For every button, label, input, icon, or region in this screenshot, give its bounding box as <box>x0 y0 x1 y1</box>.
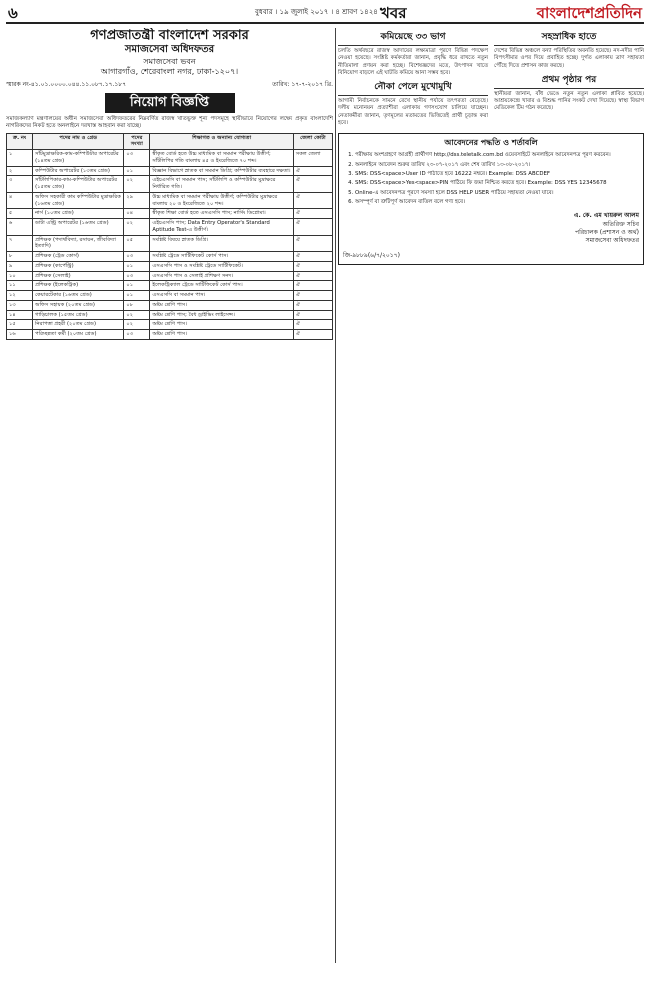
address: আগারগাঁও, শেরেবাংলা নগর, ঢাকা-১২০৭। <box>100 66 239 76</box>
cell-no: ১৫ <box>7 320 33 330</box>
right-content <box>338 28 644 980</box>
news-subbody-1: আগামী নির্বাচনকে সামনে রেখে স্থানীয় পর্যায়ে তৎপরতা বেড়েছে। দলীয় মনোনয়ন প্রত্যাশীরা এলাকায় গণসংযোগ চালিয়ে যাচ্ছেন। নেতাকর্মীরা জানান, তৃণমূলের মতামতের ভিত্তিতেই প্রার্থী চূড়ান্ত করা হবে। <box>338 98 488 127</box>
cell-qual: ইলেকট্রিক্যাল ট্রেডে সার্টিফিকেট কোর্স পাস। <box>150 281 293 291</box>
cell-qual: স্বীকৃত বোর্ড হতে উচ্চ মাধ্যমিক বা সমমান পরীক্ষায় উত্তীর্ণ; সাঁটলিপির গতি বাংলায় ৪৫ ও ইংরেজিতে ৭০ শব্দ। <box>150 150 293 167</box>
cell-count: ০৮ <box>124 300 150 310</box>
cell-qual: অষ্টম শ্রেণি পাস। <box>150 330 293 340</box>
cell-qual: এসএসসি পাস ও সংশ্লিষ্ট ট্রেডে সার্টিফিকেট। <box>150 261 293 271</box>
cell-quota: ঐ <box>293 209 332 219</box>
cell-post: কম্পিউটার অপারেটর (১৩তম গ্রেড) <box>33 166 124 176</box>
cell-qual: বিজ্ঞান বিভাগে স্নাতক বা সমমান ডিগ্রি; কম্পিউটার ব্যবহারে দক্ষতা। <box>150 166 293 176</box>
cell-count: ০৩ <box>124 330 150 340</box>
ministry-block <box>6 28 333 77</box>
col-quota: জেলা কোটা <box>293 133 332 150</box>
table-row <box>7 300 333 310</box>
recruitment-ad <box>6 28 333 980</box>
government-title: গণপ্রজাতন্ত্রী বাংলাদেশ সরকার <box>90 28 249 43</box>
cell-count: ০৫ <box>124 235 150 252</box>
cell-post: নিরাপত্তা প্রহরী (২০তম গ্রেড) <box>33 320 124 330</box>
page-header <box>0 0 650 22</box>
page-number: ৬ <box>8 4 18 22</box>
memo-row <box>6 79 333 90</box>
cell-post: প্রশিক্ষক (ইলেকট্রিক) <box>33 281 124 291</box>
cell-no: ১০ <box>7 271 33 281</box>
terms-item: 2. অনলাইনে আবেদন শুরুর তারিখ ২৩-০৭-২০১৭ এবং শেষ তারিখ ১৩-০৮-২০১৭। <box>355 162 639 169</box>
cell-no: ২ <box>7 166 33 176</box>
cell-qual: অষ্টম শ্রেণি পাস। <box>150 320 293 330</box>
news-body-1: চলতি অর্থবছরে রাজস্ব আদায়ের লক্ষ্যমাত্রা পূরণে বিভিন্ন পদক্ষেপ নেওয়া হয়েছে। সংশ্লিষ্ট কর্মকর্তারা জানান, প্রবৃদ্ধি ধরে রাখতে নতুন নীতিমালা প্রণয়ন করা হচ্ছে। বিশেষজ্ঞদের মতে, উৎপাদন খাতে বিনিয়োগ বাড়লে এই ঘাটতি কমিয়ে আনা সম্ভব হবে। <box>338 48 488 76</box>
cell-count: ০২ <box>124 219 150 236</box>
col-post: পদের নাম ও গ্রেড <box>33 133 124 150</box>
cell-quota: ঐ <box>293 281 332 291</box>
table-row <box>7 219 333 236</box>
cell-count: ০১ <box>124 281 150 291</box>
cell-no: ৯ <box>7 261 33 271</box>
cell-qual: এইচএসসি পাস; Data Entry Operator's Standard Aptitude Test-এ উত্তীর্ণ। <box>150 219 293 236</box>
terms-item: 4. SMS: DSS<space>Yes<space>PIN পাঠিয়ে ফি জমা নিশ্চিত করতে হবে। Example: DSS YES 12345678 <box>355 180 639 187</box>
cell-quota: ঐ <box>293 320 332 330</box>
cell-count: ০৩ <box>124 150 150 167</box>
cell-no: ১ <box>7 150 33 167</box>
memo-number: স্মারক নং-৪১.০১.০০০০.০৪৪.১১.০৮৭.১৭.১৮৭ <box>6 80 127 88</box>
cell-post: সাঁটমুদ্রাক্ষরিক-কাম-কম্পিউটার অপারেটর (১৪তম গ্রেড) <box>33 150 124 167</box>
col-count: পদের সংখ্যা <box>124 133 150 150</box>
cell-post: নার্স (১০তম গ্রেড) <box>33 209 124 219</box>
cell-qual: সংশ্লিষ্ট বিষয়ে স্নাতক ডিগ্রি। <box>150 235 293 252</box>
news-subbody-2: স্থানীয়রা জানান, বাঁধ ভেঙে নতুন নতুন এলাকা প্লাবিত হয়েছে। আশ্রয়কেন্দ্রে খাবার ও বিশুদ্ধ পানির সংকট দেখা দিয়েছে। স্বাস্থ্য বিভাগ মেডিকেল টিম গঠন করেছে। <box>494 90 644 112</box>
cell-qual: এসএসসি পাস ও সেলাই প্রশিক্ষণ সনদ। <box>150 271 293 281</box>
ad-intro: সমাজকল্যাণ মন্ত্রণালয়ের অধীন সমাজসেবা অধিদফতরের নিম্নবর্ণিত রাজস্ব খাতভুক্ত শূন্য পদসমূহে স্থায়ীভাবে নিয়োগের লক্ষ্যে প্রকৃত বাংলাদেশি নাগরিকদের নিকট হতে অনলাইনে দরখাস্ত আহবান করা যাচ্ছে। <box>6 115 333 130</box>
cell-quota: ঐ <box>293 300 332 310</box>
cell-qual: সংশ্লিষ্ট ট্রেডে সার্টিফিকেট কোর্স পাস। <box>150 252 293 262</box>
cell-no: ৩ <box>7 176 33 193</box>
ad-banner: নিয়োগ বিজ্ঞপ্তি <box>105 93 235 113</box>
cell-post: প্রশিক্ষক (পদার্থবিদ্যা, রসায়ন, জীববিদ্যা ইত্যাদি) <box>33 235 124 252</box>
ad-code: জি-৯৮৮৯(৬/৭/২০১৭) <box>343 251 400 259</box>
cell-qual: এইচএসসি বা সমমান পাস; সাঁটলিপি ও কম্পিউটার মুদ্রাক্ষরে নির্ধারিত গতি। <box>150 176 293 193</box>
table-row <box>7 271 333 281</box>
cell-no: ৪ <box>7 192 33 209</box>
terms-list <box>343 152 639 206</box>
building-name: সমাজসেবা ভবন <box>143 56 196 66</box>
news-columns <box>338 28 644 129</box>
column-divider <box>335 28 336 963</box>
cell-post: সাঁটলিপিকার-কাম-কম্পিউটার অপারেটর (১৫তম গ্রেড) <box>33 176 124 193</box>
signature-block <box>343 212 639 246</box>
application-terms <box>338 133 644 264</box>
signatory-name: এ. কে. এম খায়রুল আলম <box>573 212 639 220</box>
terms-item: 5. Online-এ আবেদনপত্র পূরণে সমস্যা হলে DSS HELP USER পাঠিয়ে সহায়তা নেওয়া যাবে। <box>355 190 639 197</box>
cell-post: প্রশিক্ষক (কার্পেন্ট্রি) <box>33 261 124 271</box>
cell-count: ০৪ <box>124 209 150 219</box>
cell-count: ০৩ <box>124 271 150 281</box>
cell-post: প্রশিক্ষক (সেলাই) <box>33 271 124 281</box>
table-row <box>7 150 333 167</box>
newspaper-logo: বাংলাদেশপ্রতিদিন <box>536 4 642 22</box>
cell-post: পরিচ্ছন্নতা কর্মী (২০তম গ্রেড) <box>33 330 124 340</box>
terms-item: 1. পরীক্ষায় অংশগ্রহণে আগ্রহী প্রার্থীগণ http://dss.teletalk.com.bd ওয়েবসাইটে অনলাইনে আবেদনপত্র পূরণ করবেন। <box>355 152 639 159</box>
cell-count: ০১ <box>124 166 150 176</box>
cell-quota: ঐ <box>293 310 332 320</box>
memo-date: তারিখ: ১৭-৭-২০১৭ খ্রি. <box>272 80 333 88</box>
cell-post: অফিস সহকারী কাম কম্পিউটার মুদ্রাক্ষরিক (১৬তম গ্রেড) <box>33 192 124 209</box>
cell-quota: ঐ <box>293 261 332 271</box>
cell-quota: ঐ <box>293 252 332 262</box>
cell-qual: স্বীকৃত শিক্ষা বোর্ড হতে এসএসসি পাস; নার্সিং ডিপ্লোমা। <box>150 209 293 219</box>
cell-count: ০১ <box>124 291 150 301</box>
cell-quota: ঐ <box>293 192 332 209</box>
col-qualification: শিক্ষাগত ও অন্যান্য যোগ্যতা <box>150 133 293 150</box>
news-subhead-2: প্রথম পৃষ্ঠার পর <box>494 72 644 89</box>
cell-quota: ঐ <box>293 271 332 281</box>
cell-count: ০২ <box>124 310 150 320</box>
cell-no: ১৬ <box>7 330 33 340</box>
cell-qual: উচ্চ মাধ্যমিক বা সমমান পরীক্ষায় উত্তীর্ণ; কম্পিউটার মুদ্রাক্ষরে বাংলায় ২০ ও ইংরেজিতে ২০ শব্দ। <box>150 192 293 209</box>
cell-qual: এসএসসি বা সমমান পাস। <box>150 291 293 301</box>
cell-no: ৮ <box>7 252 33 262</box>
cell-quota: ঐ <box>293 176 332 193</box>
cell-quota: ঐ <box>293 291 332 301</box>
vacancy-table <box>6 133 333 340</box>
cell-post: কেয়ারটেকার (১৬তম গ্রেড) <box>33 291 124 301</box>
department-name: সমাজসেবা অধিদফতর <box>124 44 215 56</box>
table-row <box>7 310 333 320</box>
terms-title: আবেদনের পদ্ধতি ও শর্তাবলি <box>444 138 538 148</box>
news-subhead-1: নৌকা পেলে মুখোমুখি <box>338 79 488 96</box>
signatory-office: পরিচালক (প্রশাসন ও অর্থ) <box>575 228 639 236</box>
terms-item: 3. SMS: DSS<space>User ID পাঠাতে হবে 16222 নম্বরে। Example: DSS ABCDEF <box>355 171 639 178</box>
issue-date: বুধবার । ১৯ জুলাই ২০১৭ । ৪ শ্রাবণ ১৪২৪ <box>255 8 378 16</box>
cell-quota: ঐ <box>293 166 332 176</box>
table-row <box>7 281 333 291</box>
table-row <box>7 166 333 176</box>
section-title: খবর <box>380 4 407 22</box>
news-headline-1: কমিয়েছে ৩৩ ভাগ <box>338 29 488 46</box>
cell-no: ৭ <box>7 235 33 252</box>
cell-qual: অষ্টম শ্রেণি পাস; বৈধ ড্রাইভিং লাইসেন্স। <box>150 310 293 320</box>
cell-no: ১৩ <box>7 300 33 310</box>
news-body-2: দেশের বিভিন্ন অঞ্চলে বন্যা পরিস্থিতির অবনতি হয়েছে। নদ-নদীর পানি বিপৎসীমার ওপর দিয়ে প্রবাহিত হচ্ছে। দুর্গত এলাকায় ত্রাণ সহায়তা পৌঁছে দিতে প্রশাসন কাজ করছে। <box>494 48 644 69</box>
cell-count: ২৯ <box>124 192 150 209</box>
cell-qual: অষ্টম শ্রেণি পাস। <box>150 300 293 310</box>
cell-quota: ঐ <box>293 219 332 236</box>
table-header-row <box>7 133 333 150</box>
header-rule <box>6 22 644 24</box>
cell-no: ৬ <box>7 219 33 236</box>
table-row <box>7 330 333 340</box>
cell-count: ০১ <box>124 261 150 271</box>
cell-no: ১১ <box>7 281 33 291</box>
news-column-2 <box>494 28 644 129</box>
cell-count: ০২ <box>124 176 150 193</box>
table-row <box>7 252 333 262</box>
table-row <box>7 320 333 330</box>
news-column-1 <box>338 28 488 129</box>
signatory-dept: সমাজসেবা অধিদফতর <box>585 237 639 245</box>
table-row <box>7 261 333 271</box>
cell-count: ০৩ <box>124 252 150 262</box>
cell-quota: সকল জেলা <box>293 150 332 167</box>
table-row <box>7 176 333 193</box>
col-serial: ক্র. নং <box>7 133 33 150</box>
news-headline-2: সহস্রাধিক হাতে <box>494 29 644 46</box>
cell-quota: ঐ <box>293 330 332 340</box>
cell-count: ০২ <box>124 320 150 330</box>
cell-no: ১২ <box>7 291 33 301</box>
cell-post: গাড়িচালক (১৫তম গ্রেড) <box>33 310 124 320</box>
cell-post: প্রশিক্ষক (ট্রেড কোর্স) <box>33 252 124 262</box>
cell-no: ১৪ <box>7 310 33 320</box>
table-row <box>7 291 333 301</box>
cell-post: ডাটা এন্ট্রি অপারেটর (১৬তম গ্রেড) <box>33 219 124 236</box>
table-row <box>7 192 333 209</box>
signatory-title: অতিরিক্ত সচিব <box>602 220 639 228</box>
cell-post: অফিস সহায়ক (২০তম গ্রেড) <box>33 300 124 310</box>
cell-quota: ঐ <box>293 235 332 252</box>
table-row <box>7 209 333 219</box>
cell-no: ৫ <box>7 209 33 219</box>
table-row <box>7 235 333 252</box>
terms-item: 6. অসম্পূর্ণ বা ত্রুটিপূর্ণ আবেদন বাতিল বলে গণ্য হবে। <box>355 199 639 206</box>
